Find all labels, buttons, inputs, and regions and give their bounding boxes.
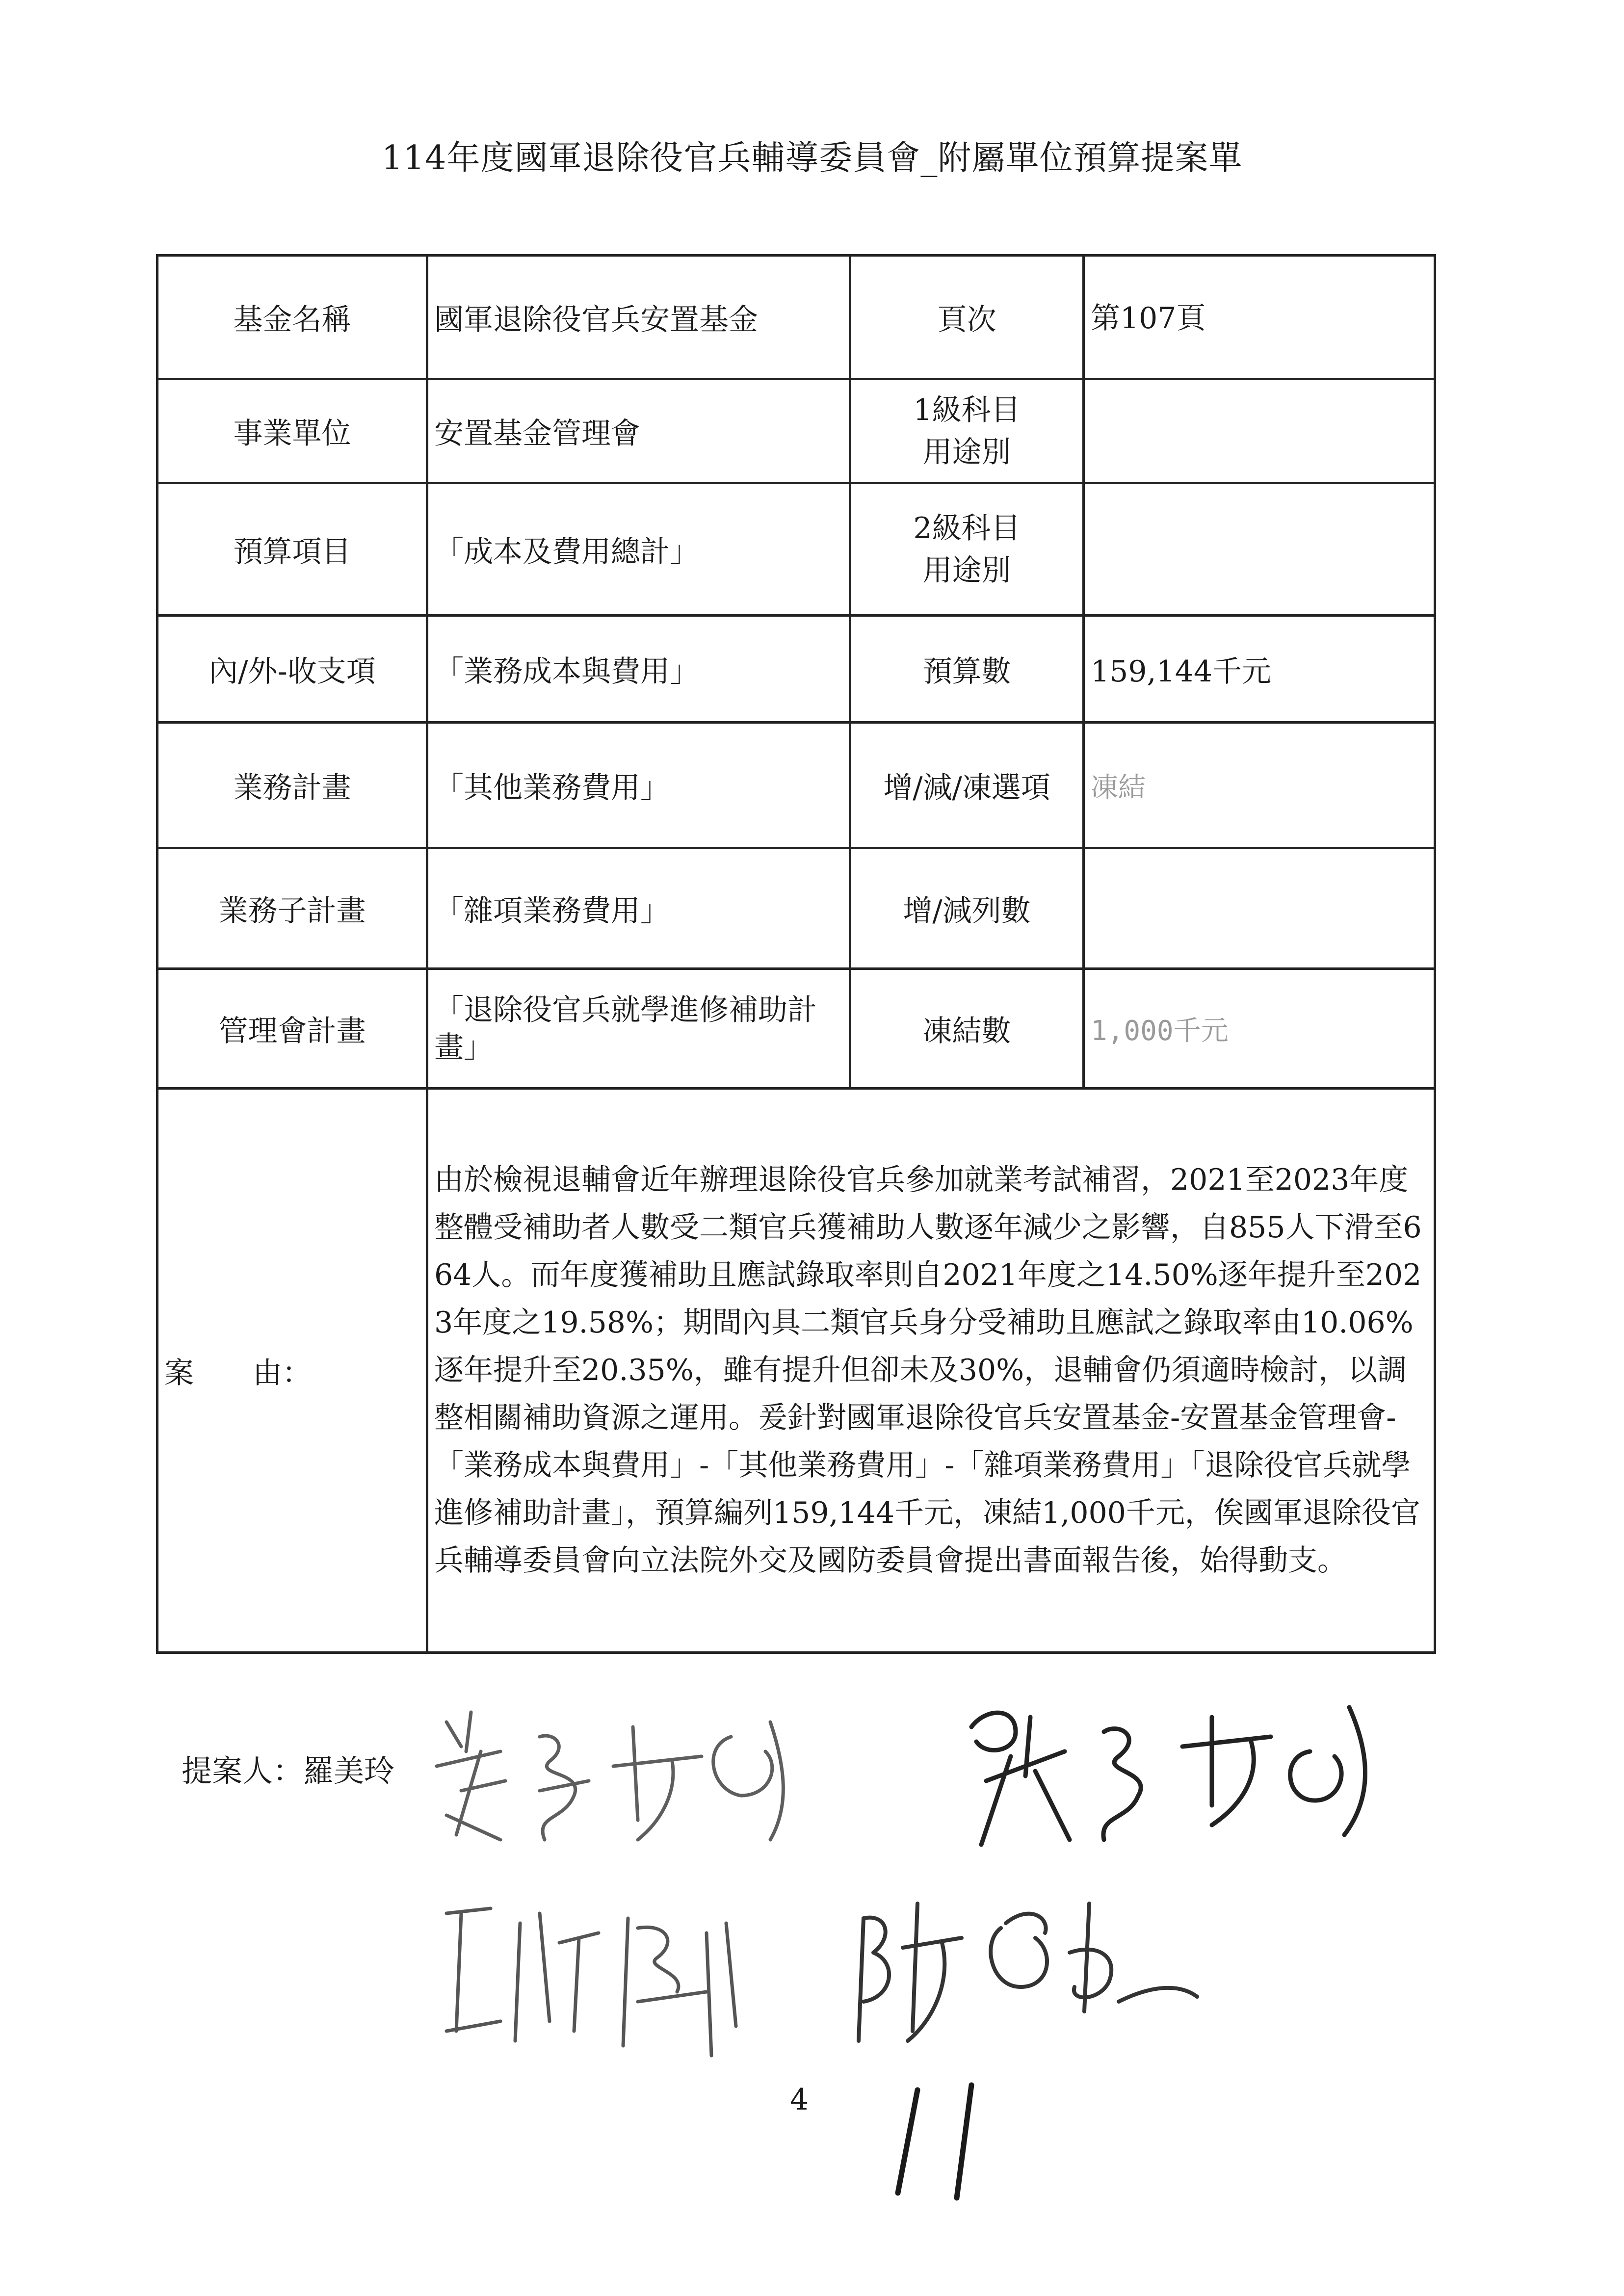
field-value (1084, 483, 1435, 616)
handwritten-signature-3 (432, 1884, 775, 2070)
table-row (157, 256, 1435, 379)
field-label: 內/外-收支項 (157, 616, 427, 723)
table-row (157, 848, 1435, 969)
field-value (1084, 379, 1435, 483)
field-label: 基金名稱 (157, 256, 427, 379)
table-row (157, 969, 1435, 1089)
field-label: 凍結數 (850, 969, 1084, 1089)
reason-text: 由於檢視退輔會近年辦理退除役官兵參加就業考試補習，2021至2023年度整體受補助者人數受二類官兵獲補助人數逐年減少之影響，自855人下滑至664人。而年度獲補助且應試錄取率則自2021年度之14.50%逐年提升至2023年度之19.58%；期間內具二類官兵身分受補助且應試之錄取率由10.06%逐年提升至20.35%，雖有提升但卻未及30%，退輔會仍須適時檢討，以調整相關補助資源之運用。爰針對國軍退除役官兵安置基金-安置基金管理會-「業務成本與費用」-「其他業務費用」-「雜項業務費用」「退除役官兵就學進修補助計畫」，預算編列159,144千元，凍結1,000千元，俟國軍退除役官兵輔導委員會向立法院外交及國防委員會提出書面報告後，始得動支。 (427, 1089, 1435, 1653)
handwritten-signature-2 (957, 1678, 1388, 1864)
field-label: 增/減/凍選項 (850, 723, 1084, 848)
field-value: 「退除役官兵就學進修補助計畫」 (427, 969, 850, 1089)
field-label: 2級科目 用途別 (850, 483, 1084, 616)
field-label: 增/減列數 (850, 848, 1084, 969)
handwritten-signature-4 (844, 1874, 1207, 2070)
table-row (157, 379, 1435, 483)
field-label: 1級科目 用途別 (850, 379, 1084, 483)
field-label: 業務計畫 (157, 723, 427, 848)
field-value: 「業務成本與費用」 (427, 616, 850, 723)
budget-proposal-table (156, 254, 1436, 1654)
field-label: 預算項目 (157, 483, 427, 616)
page-number: 4 (790, 2083, 809, 2117)
proposer-label: 提案人：羅美玲 (182, 1753, 395, 1789)
field-value: 國軍退除役官兵安置基金 (427, 256, 850, 379)
field-value: 「成本及費用總計」 (427, 483, 850, 616)
handwritten-mark-11 (873, 2075, 1001, 2208)
document-title: 114年度國軍退除役官兵輔導委員會_附屬單位預算提案單 (381, 139, 1243, 178)
field-value: 第107頁 (1084, 256, 1435, 379)
reason-label: 案 由： (157, 1089, 427, 1653)
table-row (157, 483, 1435, 616)
field-value: 凍結 (1084, 723, 1435, 848)
field-label: 業務子計畫 (157, 848, 427, 969)
field-value: 1,000千元 (1084, 969, 1435, 1089)
handwritten-signature-1 (427, 1693, 849, 1854)
field-value: 「雜項業務費用」 (427, 848, 850, 969)
field-label: 預算數 (850, 616, 1084, 723)
reason-row (157, 1089, 1435, 1653)
field-label: 管理會計畫 (157, 969, 427, 1089)
field-value: 安置基金管理會 (427, 379, 850, 483)
field-value: 159,144千元 (1084, 616, 1435, 723)
field-label: 頁次 (850, 256, 1084, 379)
field-value: 「其他業務費用」 (427, 723, 850, 848)
table-row (157, 616, 1435, 723)
field-value (1084, 848, 1435, 969)
table-row (157, 723, 1435, 848)
field-label: 事業單位 (157, 379, 427, 483)
